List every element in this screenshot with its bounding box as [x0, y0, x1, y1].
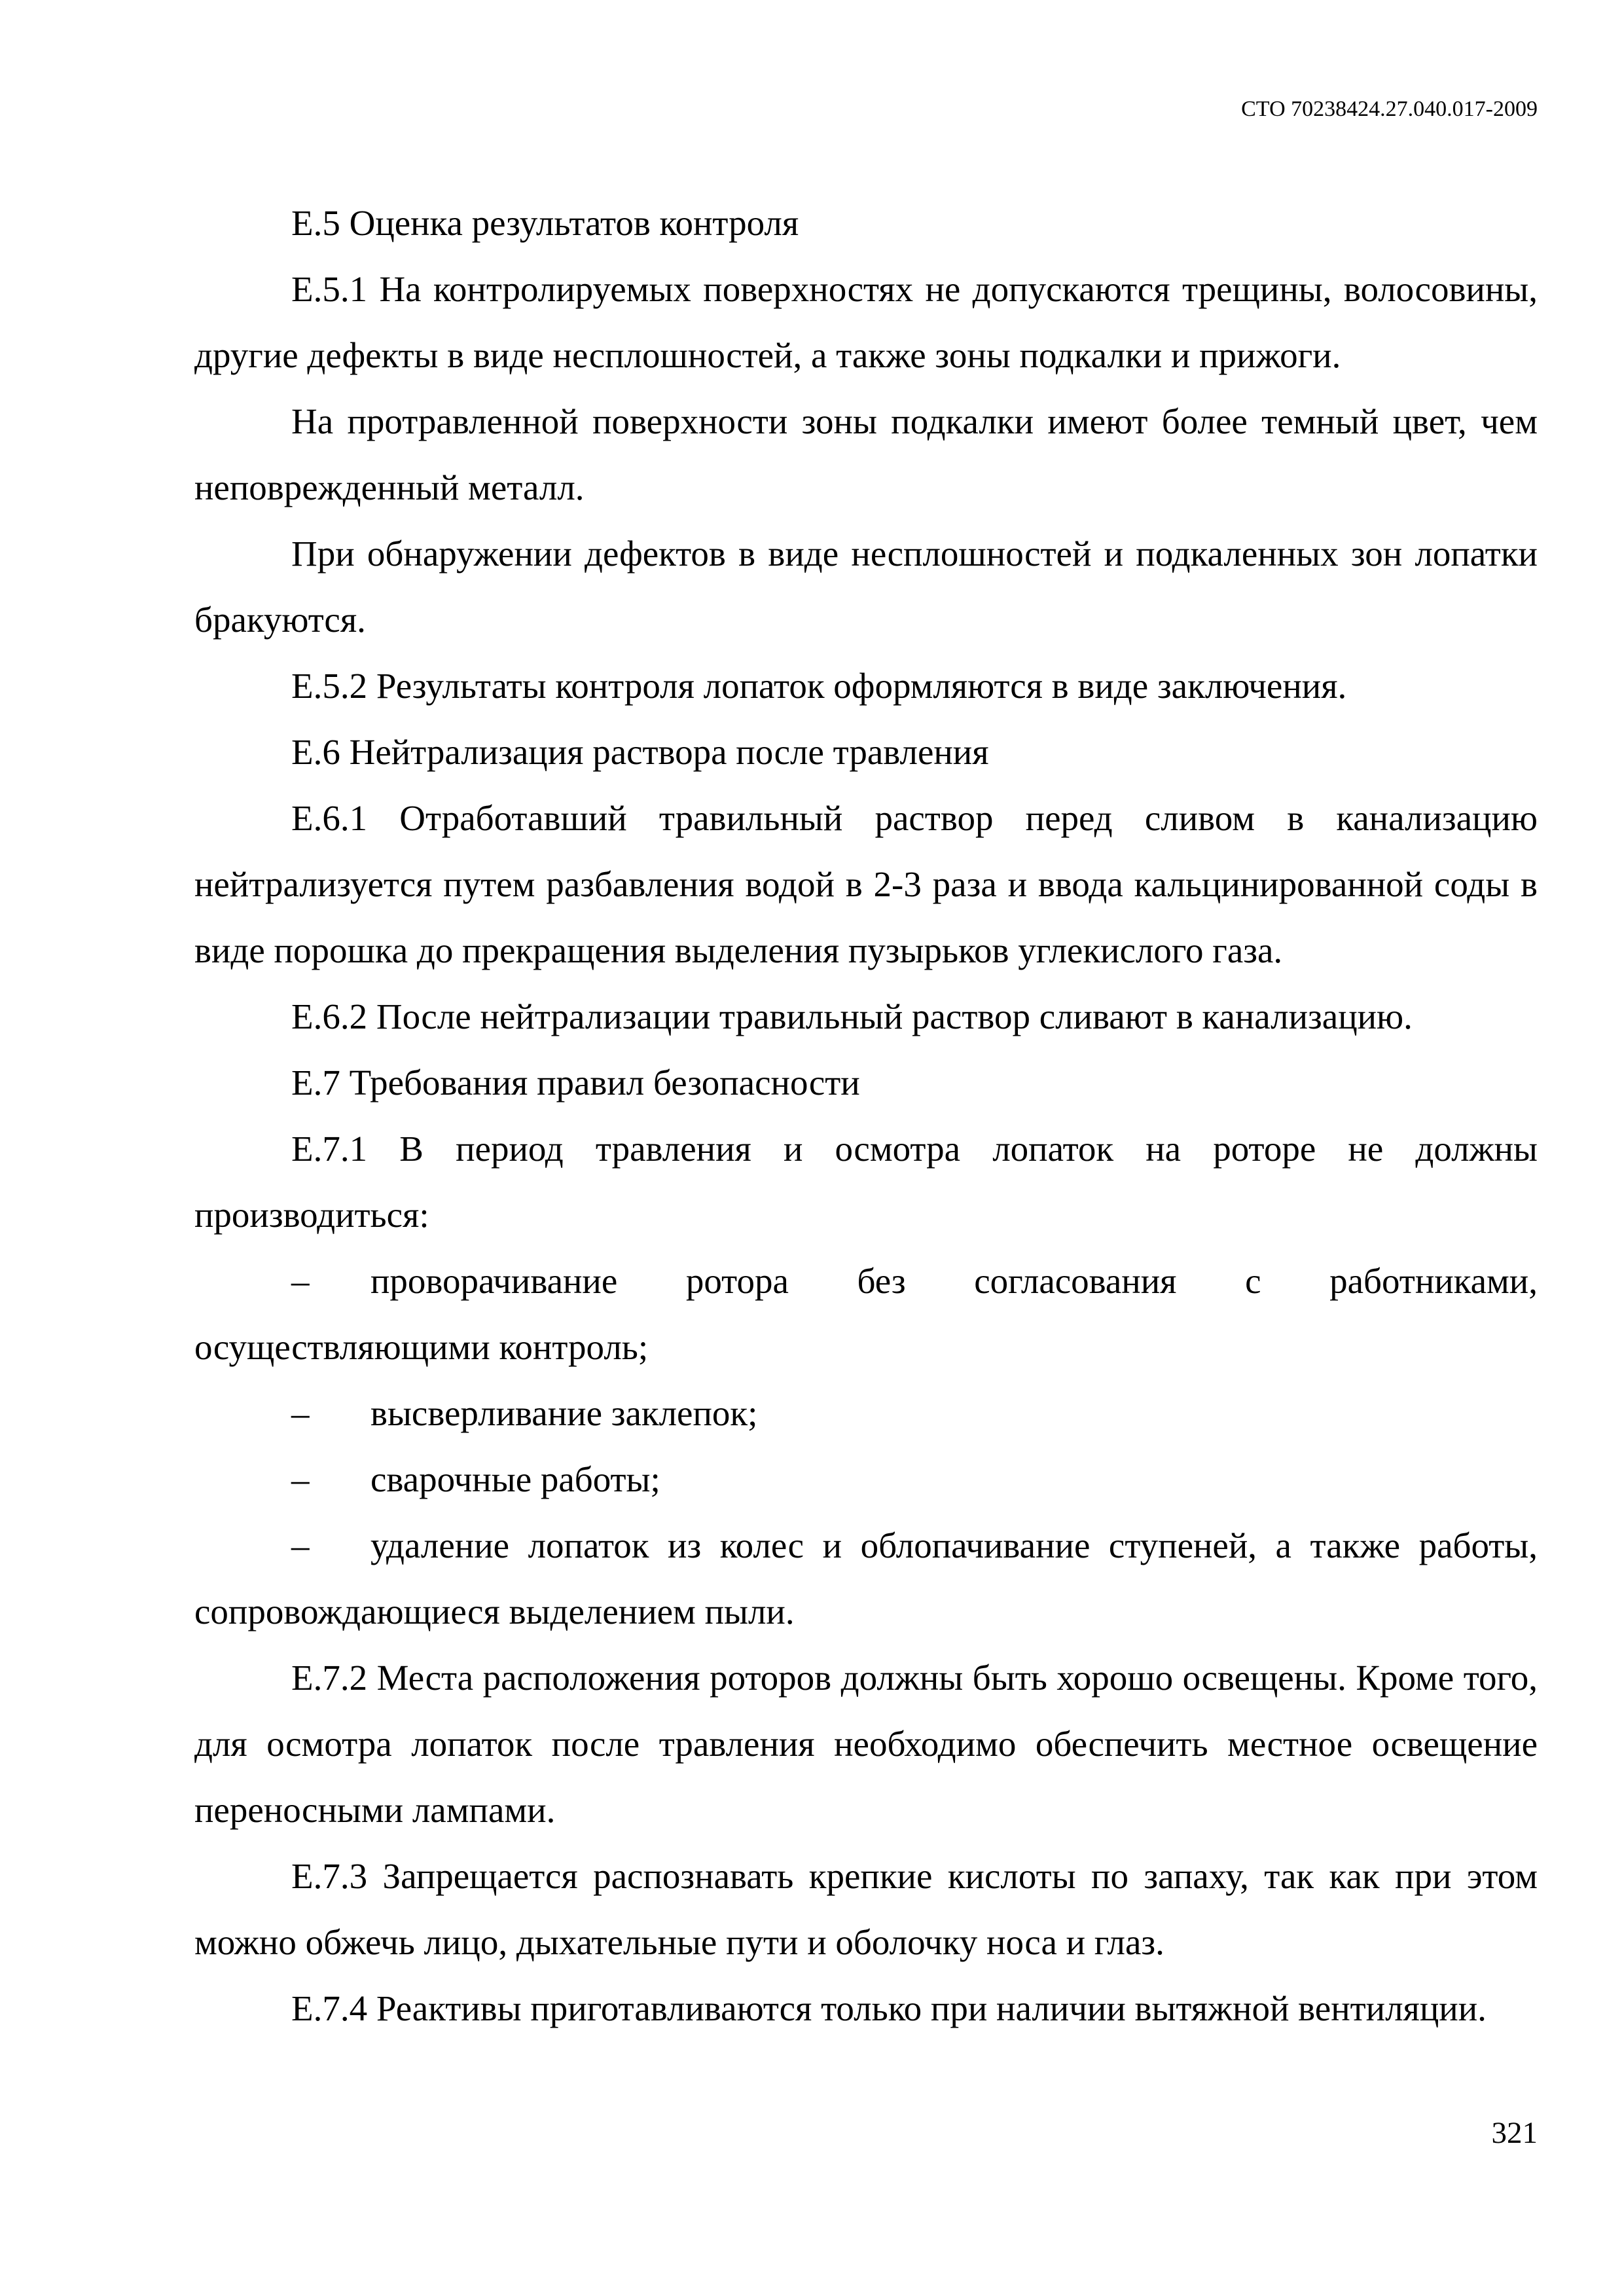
page-number: 321: [1491, 2116, 1538, 2150]
section-e6-title: Е.6 Нейтрализация раствора после травления: [291, 732, 989, 772]
document-code-header: СТО 70238424.27.040.017-2009: [1241, 97, 1538, 121]
section-e5-title: Е.5 Оценка результатов контроля: [291, 203, 799, 243]
paragraph-e7-4: Е.7.4 Реактивы приготавливаются только при наличии вытяжной вентиляции.: [291, 1988, 1487, 2028]
paragraph-e5-1: Е.5.1 На контролируемых поверхностях не допускаются трещины, волосовины, другие дефекты в виде несплошностей, а также зоны подкалки и прижоги.: [194, 269, 1538, 375]
list-item-text: высверливание заклепок;: [370, 1393, 758, 1433]
list-item-text: сварочные работы;: [370, 1459, 660, 1499]
list-item-text: удаление лопаток из колес и облопачивание ступеней, а также работы, сопровождающиеся выделением пыли.: [194, 1525, 1538, 1631]
paragraph-e6-1: Е.6.1 Отработавший травильный раствор перед сливом в канализацию нейтрализуется путем разбавления водой в 2-3 раза и ввода кальцинированной соды в виде порошка до прекращения выделения пузырьков углекислого газа.: [194, 798, 1538, 970]
list-dash: –: [291, 1525, 310, 1565]
list-item: [194, 1380, 1538, 1446]
paragraph-e7-1: Е.7.1 В период травления и осмотра лопаток на роторе не должны производиться:: [194, 1129, 1538, 1235]
list-dash: –: [291, 1459, 310, 1499]
paragraph-e5-2: Е.5.2 Результаты контроля лопаток оформляются в виде заключения.: [291, 666, 1347, 706]
list-dash: –: [291, 1393, 310, 1433]
list-item: [194, 1512, 1538, 1645]
list-item-text: проворачивание ротора без согласования с работниками, осуществляющими контроль;: [194, 1261, 1538, 1367]
paragraph-e5-1-etched: На протравленной поверхности зоны подкалки имеют более темный цвет, чем неповрежденный металл.: [194, 401, 1538, 507]
document-body: [194, 190, 1538, 2041]
section-e7-title: Е.7 Требования правил безопасности: [291, 1063, 860, 1102]
list-item: [194, 1446, 1538, 1512]
paragraph-e7-2: Е.7.2 Места расположения роторов должны быть хорошо освещены. Кроме того, для осмотра лопаток после травления необходимо обеспечить местное освещение переносными лампами.: [194, 1658, 1538, 1830]
list-item: [194, 1248, 1538, 1380]
paragraph-e5-1-reject: При обнаружении дефектов в виде несплошностей и подкаленных зон лопатки бракуются.: [194, 534, 1538, 640]
list-dash: –: [291, 1261, 310, 1301]
paragraph-e6-2: Е.6.2 После нейтрализации травильный раствор сливают в канализацию.: [291, 996, 1413, 1036]
paragraph-e7-3: Е.7.3 Запрещается распознавать крепкие кислоты по запаху, так как при этом можно обжечь лицо, дыхательные пути и оболочку носа и глаз.: [194, 1856, 1538, 1962]
